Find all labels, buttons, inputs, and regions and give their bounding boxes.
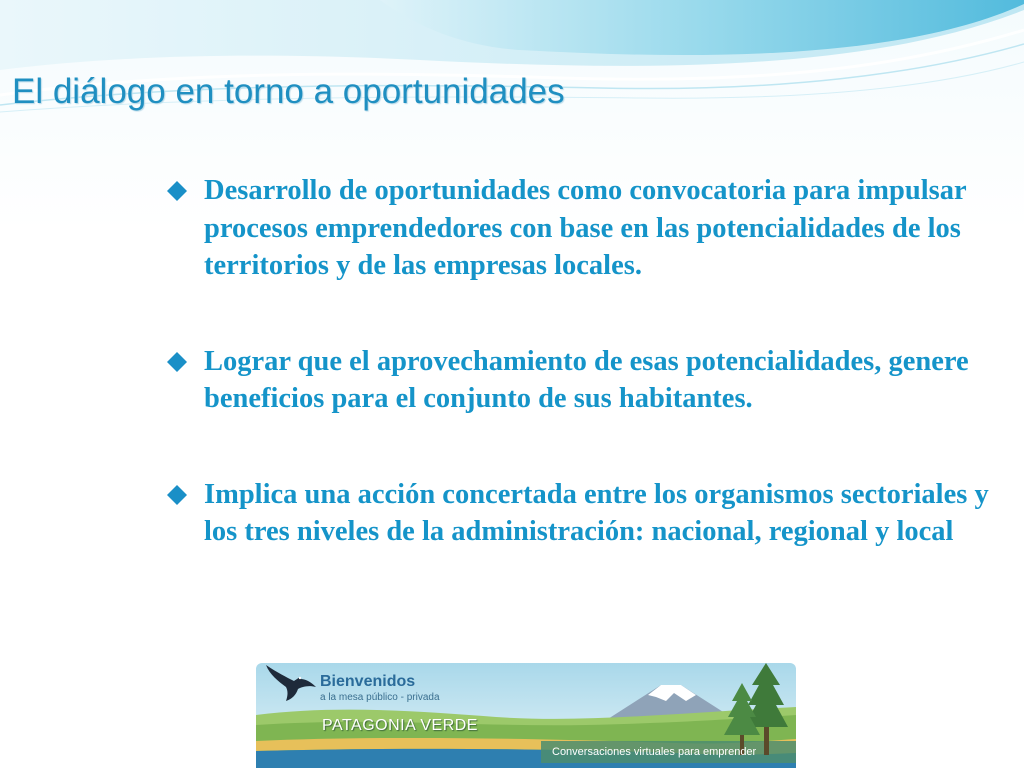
bullet-item bbox=[166, 343, 1006, 418]
diamond-bullet-icon bbox=[166, 343, 204, 381]
bullet-item bbox=[166, 476, 1006, 551]
patagonia-verde-banner bbox=[256, 655, 796, 768]
bullet-text: Implica una acción concertada entre los organismos sectoriales y los tres niveles de la administración: nacional, regional y local bbox=[204, 478, 989, 547]
diamond-bullet-icon bbox=[166, 476, 204, 514]
bullet-text: Desarrollo de oportunidades como convocatoria para impulsar procesos emprendedores con base en las potencialidades de los territorios y de las empresas locales. bbox=[204, 175, 967, 281]
banner-welcome: Bienvenidos bbox=[320, 673, 416, 690]
header-wave-decoration bbox=[0, 0, 1024, 140]
bullet-list bbox=[166, 172, 1006, 551]
banner-tagline: Conversaciones virtuales para emprender bbox=[552, 746, 757, 758]
banner-subtitle: a la mesa público - privada bbox=[320, 692, 440, 703]
banner-name: PATAGONIA VERDE bbox=[322, 717, 478, 734]
bullet-text: Lograr que el aprovechamiento de esas potencialidades, genere beneficios para el conjunto de sus habitantes. bbox=[204, 345, 969, 414]
diamond-bullet-icon bbox=[166, 172, 204, 210]
slide-title: El diálogo en torno a oportunidades bbox=[12, 72, 565, 111]
bullet-item bbox=[166, 172, 1006, 285]
